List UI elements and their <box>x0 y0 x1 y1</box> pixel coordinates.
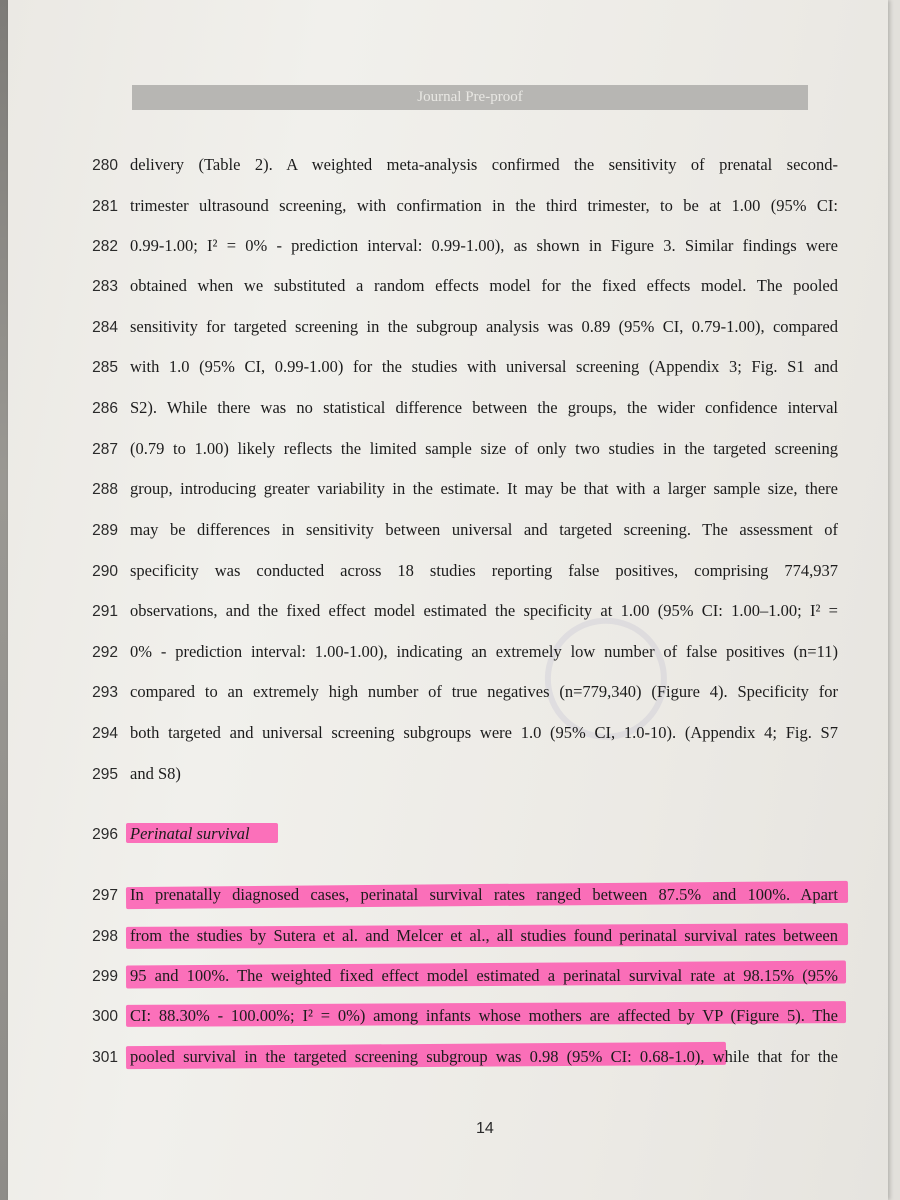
line-text: may be differences in sensitivity between universal and targeted screening. The assessment of <box>130 520 838 539</box>
line-number: 292 <box>92 644 118 661</box>
line-number: 286 <box>92 400 118 417</box>
line-text: both targeted and universal screening subgroups were 1.0 (95% CI, 1.0-10). (Appendix 4; Fig. S7 <box>130 723 838 742</box>
line-text: from the studies by Sutera et al. and Melcer et al., all studies found perinatal survival rates between <box>130 926 838 945</box>
line-text: 0% - prediction interval: 1.00-1.00), indicating an extremely low number of false positives (n=11) <box>130 642 838 661</box>
line-text: and S8) <box>130 764 181 783</box>
text-line <box>8 275 888 303</box>
line-number: 291 <box>92 603 118 620</box>
text-line <box>8 925 888 953</box>
line-number: 299 <box>92 968 118 985</box>
line-text: specificity was conducted across 18 studies reporting false positives, comprising 774,937 <box>130 561 838 580</box>
line-number: 297 <box>92 887 118 904</box>
line-number: 287 <box>92 441 118 458</box>
text-line <box>8 641 888 669</box>
section-heading-line <box>8 823 888 851</box>
line-text: S2). While there was no statistical difference between the groups, the wider confidence interval <box>130 398 838 417</box>
line-number: 281 <box>92 198 118 215</box>
line-number: 298 <box>92 928 118 945</box>
text-line <box>8 519 888 547</box>
text-line <box>8 681 888 709</box>
text-line <box>8 397 888 425</box>
line-number: 293 <box>92 684 118 701</box>
line-text: delivery (Table 2). A weighted meta-analysis confirmed the sensitivity of prenatal second- <box>130 155 838 174</box>
text-line <box>8 965 888 993</box>
line-number: 289 <box>92 522 118 539</box>
line-number: 301 <box>92 1049 118 1066</box>
line-text: 0.99-1.00; I² = 0% - prediction interval: 0.99-1.00), as shown in Figure 3. Similar findings were <box>130 236 838 255</box>
text-line <box>8 763 888 791</box>
line-text: group, introducing greater variability in the estimate. It may be that with a larger sample size, there <box>130 479 838 498</box>
line-text: (0.79 to 1.00) likely reflects the limited sample size of only two studies in the targeted screening <box>130 439 838 458</box>
line-number: 294 <box>92 725 118 742</box>
line-number: 296 <box>92 826 118 843</box>
running-header: Journal Pre-proof <box>132 85 808 110</box>
line-text: observations, and the fixed effect model estimated the specificity at 1.00 (95% CI: 1.00–1.00; I² = <box>130 601 838 620</box>
line-text: obtained when we substituted a random effects model for the fixed effects model. The pooled <box>130 276 838 295</box>
line-text: sensitivity for targeted screening in the subgroup analysis was 0.89 (95% CI, 0.79-1.00), compared <box>130 317 838 336</box>
line-number: 285 <box>92 359 118 376</box>
line-number: 283 <box>92 278 118 295</box>
text-line <box>8 478 888 506</box>
line-number: 280 <box>92 157 118 174</box>
text-line <box>8 560 888 588</box>
text-line <box>8 1046 888 1074</box>
line-number: 295 <box>92 766 118 783</box>
text-line <box>8 316 888 344</box>
text-line <box>8 154 888 182</box>
line-text: 95 and 100%. The weighted fixed effect model estimated a perinatal survival rate at 98.15% (95% <box>130 966 838 985</box>
line-number: 290 <box>92 563 118 580</box>
text-line <box>8 600 888 628</box>
text-line <box>8 356 888 384</box>
document-page <box>8 0 888 1200</box>
text-line <box>8 235 888 263</box>
line-number: 288 <box>92 481 118 498</box>
line-number: 282 <box>92 238 118 255</box>
text-line <box>8 884 888 912</box>
line-text: In prenatally diagnosed cases, perinatal survival rates ranged between 87.5% and 100%. Apart <box>130 885 838 904</box>
text-line <box>8 722 888 750</box>
text-line <box>8 195 888 223</box>
line-text: pooled survival in the targeted screening subgroup was 0.98 (95% CI: 0.68-1.0), while that for the <box>130 1047 838 1066</box>
text-line <box>8 438 888 466</box>
line-text: CI: 88.30% - 100.00%; I² = 0%) among infants whose mothers are affected by VP (Figure 5). The <box>130 1006 838 1025</box>
page-number: 14 <box>476 1120 494 1137</box>
line-text: trimester ultrasound screening, with confirmation in the third trimester, to be at 1.00 (95% CI: <box>130 196 838 215</box>
line-text: with 1.0 (95% CI, 0.99-1.00) for the studies with universal screening (Appendix 3; Fig. S1 and <box>130 357 838 376</box>
text-line <box>8 1005 888 1033</box>
section-heading: Perinatal survival <box>130 824 250 843</box>
line-number: 284 <box>92 319 118 336</box>
line-number: 300 <box>92 1008 118 1025</box>
line-text: compared to an extremely high number of true negatives (n=779,340) (Figure 4). Specificity for <box>130 682 838 701</box>
